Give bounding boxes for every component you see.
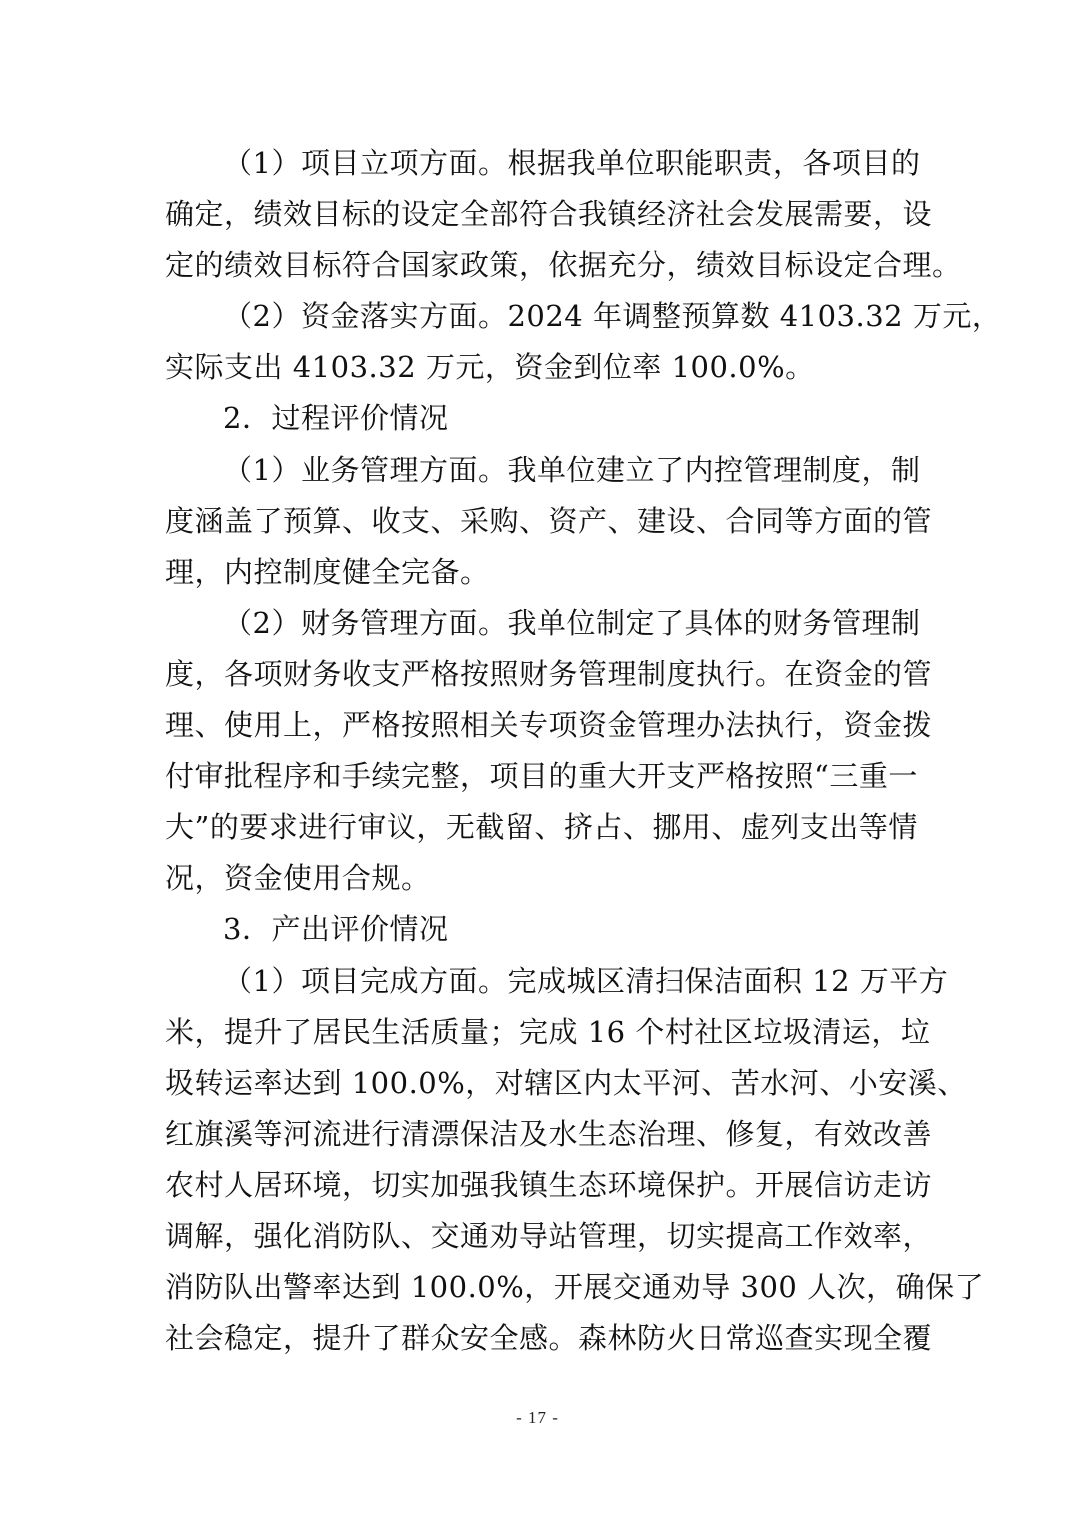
section-heading: 2．过程评价情况 [223, 401, 449, 436]
text-line: 消防队出警率达到 100.0%，开展交通劝导 300 人次，确保了 [165, 1270, 985, 1305]
text-line: 实际支出 4103.32 万元，资金到位率 100.0%。 [165, 350, 815, 385]
text-line: （1）业务管理方面。我单位建立了内控管理制度，制 [223, 452, 921, 487]
text-line: 大”的要求进行审议，无截留、挤占、挪用、虚列支出等情 [165, 810, 918, 845]
page-number: - 17 - [516, 1408, 559, 1427]
text-line: 红旗溪等河流进行清漂保洁及水生态治理、修复，有效改善 [165, 1116, 933, 1151]
text-line: 理，内控制度健全完备。 [165, 554, 490, 589]
text-line: 度涵盖了预算、收支、采购、资产、建设、合同等方面的管 [165, 503, 933, 538]
text-line: 定的绩效目标符合国家政策，依据充分，绩效目标设定合理。 [165, 248, 962, 283]
text-line: （2）财务管理方面。我单位制定了具体的财务管理制 [223, 605, 921, 640]
text-line: （2）资金落实方面。2024 年调整预算数 4103.32 万元， [223, 299, 1002, 334]
text-line: 圾转运率达到 100.0%，对辖区内太平河、苦水河、小安溪、 [165, 1065, 967, 1100]
text-line: （1）项目立项方面。根据我单位职能职责，各项目的 [223, 146, 921, 180]
text-line: 确定，绩效目标的设定全部符合我镇经济社会发展需要，设 [165, 197, 933, 232]
text-line: （1）项目完成方面。完成城区清扫保洁面积 12 万平方 [223, 963, 949, 998]
section-heading: 3．产出评价情况 [223, 912, 449, 947]
body-text [165, 138, 1002, 1364]
text-line: 调解，强化消防队、交通劝导站管理，切实提高工作效率， [165, 1218, 933, 1253]
text-line: 米，提升了居民生活质量；完成 16 个村社区垃圾清运，垃 [165, 1014, 931, 1049]
text-line: 度，各项财务收支严格按照财务管理制度执行。在资金的管 [165, 656, 933, 691]
text-line: 农村人居环境，切实加强我镇生态环境保护。开展信访走访 [165, 1167, 933, 1202]
text-line: 付审批程序和手续完整，项目的重大开支严格按照“三重一 [165, 759, 918, 794]
text-line: 理、使用上，严格按照相关专项资金管理办法执行，资金拨 [165, 708, 933, 743]
text-line: 况，资金使用合规。 [165, 861, 431, 896]
text-line: 社会稳定，提升了群众安全感。森林防火日常巡查实现全覆 [165, 1321, 933, 1356]
